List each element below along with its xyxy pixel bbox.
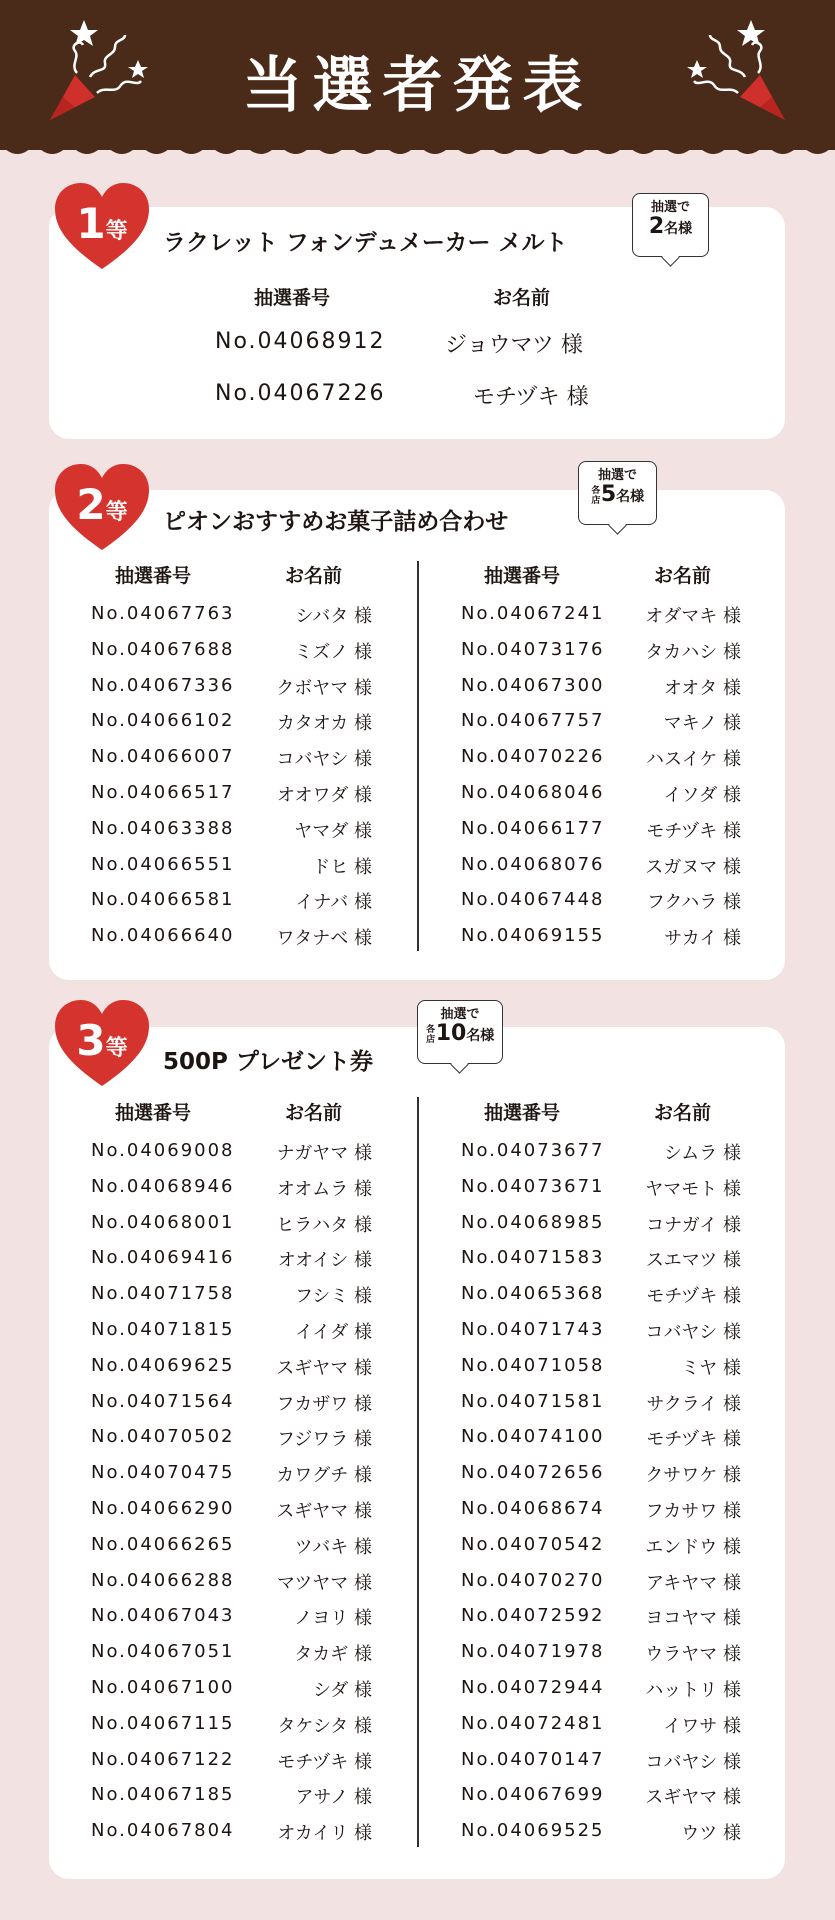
- winner-number: No.04066265: [91, 1533, 235, 1555]
- winner-number: No.04067300: [461, 674, 605, 696]
- winner-number: No.04070226: [461, 746, 605, 768]
- bubble-line1: 抽選で: [440, 1007, 480, 1022]
- winner-name: アキヤマ 様: [645, 1572, 741, 1594]
- prize-3-bubble: [417, 1000, 503, 1064]
- winner-number: No.04071058: [461, 1354, 605, 1376]
- winner-number: No.04071758: [91, 1283, 235, 1305]
- winner-name: フカザワ 様: [276, 1393, 372, 1415]
- bubble-count: 2: [648, 214, 665, 239]
- bubble-line1: 抽選で: [597, 468, 637, 483]
- winner-number: No.04071581: [461, 1390, 605, 1412]
- winner-name: フクハラ 様: [646, 892, 741, 914]
- winner-name: タカハシ 様: [645, 641, 741, 663]
- winner-name: ヤマダ 様: [294, 820, 372, 842]
- winner-number: No.04069416: [91, 1247, 235, 1269]
- winner-number: No.04067051: [91, 1641, 235, 1663]
- winner-name: シムラ 様: [663, 1143, 741, 1164]
- winner-name: シバタ 様: [295, 606, 372, 627]
- winner-number: No.04070147: [461, 1748, 605, 1770]
- winner-number: No.04068001: [91, 1211, 235, 1233]
- winner-name: フジワラ 様: [276, 1429, 372, 1451]
- winner-name: マツヤマ 様: [276, 1572, 372, 1594]
- winner-number: No.04072592: [461, 1605, 605, 1627]
- winner-name: コバヤシ 様: [645, 1322, 741, 1343]
- winner-number: No.04067763: [91, 603, 235, 624]
- bubble-unit: 名様: [664, 221, 693, 237]
- column-header-number: 抽選番号: [254, 287, 331, 309]
- prize-1-bubble: [632, 193, 709, 257]
- winner-name: タカギ 様: [294, 1644, 372, 1666]
- winner-name: オオイシ 様: [277, 1250, 372, 1272]
- winner-number: No.04071564: [91, 1390, 235, 1412]
- winner-name: ミヤ 様: [681, 1357, 741, 1379]
- column-header-number: 抽選番号: [484, 1102, 561, 1124]
- bubble-line1: 抽選で: [650, 200, 690, 215]
- winner-name: サクライ 様: [646, 1393, 741, 1415]
- winner-name: モチヅキ 様: [646, 1286, 741, 1308]
- winner-name: クボヤマ 様: [276, 677, 372, 699]
- winner-name: モチヅキ 様: [473, 385, 589, 410]
- winner-number: No.04073677: [461, 1140, 605, 1161]
- winner-name: コナガイ 様: [646, 1214, 741, 1236]
- prize-1-title: ラクレット フォンデュメーカー メルト: [163, 230, 568, 256]
- prize-1-badge: [53, 181, 151, 273]
- winner-name: ノヨリ 様: [294, 1608, 372, 1630]
- winner-number: No.04069525: [461, 1820, 605, 1842]
- winner-name: カワグチ 様: [276, 1465, 372, 1487]
- winner-number: No.04067336: [91, 674, 235, 696]
- winner-number: No.04069625: [91, 1354, 235, 1376]
- prize-rank: 3: [76, 1016, 106, 1065]
- winner-name: スギヤマ 様: [645, 1787, 741, 1809]
- column-header-name: お名前: [285, 565, 343, 587]
- winner-number: No.04071815: [91, 1319, 235, 1340]
- prize-2-bubble: [578, 461, 657, 525]
- winner-name: コバヤシ 様: [645, 1751, 741, 1773]
- page-title: 当選者発表: [242, 51, 593, 121]
- winner-number: No.04067115: [91, 1712, 235, 1734]
- winner-name: モチヅキ 様: [646, 1429, 741, 1451]
- winner-name: オカイリ 様: [277, 1823, 372, 1845]
- winner-number: No.04066640: [91, 925, 235, 947]
- bubble-unit: 名様: [616, 489, 645, 505]
- prize-2-badge: [53, 462, 151, 554]
- winner-number: No.04066551: [91, 853, 235, 875]
- winner-number: No.04067688: [91, 638, 235, 660]
- column-header-name: お名前: [654, 565, 712, 587]
- winner-name: ツバキ 様: [294, 1536, 372, 1558]
- winner-number: No.04067122: [91, 1748, 235, 1770]
- winner-name: イイダ 様: [295, 1322, 372, 1343]
- winner-number: No.04068046: [461, 782, 605, 803]
- winner-name: ハスイケ 様: [645, 749, 741, 771]
- column-header-number: 抽選番号: [115, 1102, 192, 1124]
- prize-3-badge: [53, 998, 151, 1090]
- winner-number: No.04068946: [91, 1175, 235, 1197]
- winner-name: シダ 様: [312, 1680, 372, 1701]
- winner-number: No.04073176: [461, 638, 605, 660]
- winner-number: No.04072944: [461, 1677, 605, 1698]
- prize-rank: 2: [76, 480, 106, 529]
- winner-name: スガヌマ 様: [645, 856, 741, 878]
- winner-name: カタオカ 様: [276, 713, 372, 735]
- prize-rank-suffix: 等: [105, 500, 128, 525]
- winner-name: オダマキ 様: [645, 606, 741, 627]
- winner-name: イワサ 様: [663, 1715, 741, 1737]
- winner-number: No.04067100: [91, 1677, 235, 1698]
- prize-rank-suffix: 等: [105, 219, 128, 244]
- winner-name: ヤマモト 様: [645, 1178, 741, 1200]
- winner-name: イソダ 様: [663, 785, 741, 806]
- winner-name: サカイ 様: [664, 928, 741, 950]
- winner-name: イナバ 様: [295, 892, 372, 914]
- winner-number: No.04067757: [461, 710, 605, 732]
- winner-number: No.04072481: [461, 1712, 605, 1734]
- winner-number: No.04067226: [215, 381, 386, 406]
- winner-name: エンドウ 様: [645, 1536, 741, 1558]
- bubble-unit: 名様: [466, 1028, 495, 1044]
- prize-2-title: ピオンおすすめお菓子詰め合わせ: [163, 509, 509, 535]
- party-popper-icon: [45, 15, 155, 130]
- winner-name: マキノ 様: [663, 713, 741, 735]
- winner-name: ヒラハタ 様: [276, 1214, 372, 1236]
- header-wave-edge: [0, 138, 835, 162]
- winner-name: ハットリ 様: [645, 1680, 741, 1701]
- winner-name: スギヤマ 様: [276, 1501, 372, 1522]
- column-divider: [417, 561, 419, 951]
- winner-name: モチヅキ 様: [277, 1751, 372, 1773]
- column-header-name: お名前: [285, 1102, 343, 1124]
- winner-number: No.04068985: [461, 1211, 605, 1233]
- winner-number: No.04068076: [461, 853, 605, 875]
- winner-number: No.04070542: [461, 1533, 605, 1555]
- winner-name: スギヤマ 様: [276, 1357, 372, 1379]
- prize-rank-suffix: 等: [105, 1036, 128, 1061]
- party-popper-icon: [680, 15, 790, 130]
- winner-name: ドヒ 様: [312, 856, 372, 878]
- winner-number: No.04066102: [91, 710, 235, 732]
- bubble-each: 各店: [591, 486, 601, 506]
- winner-number: No.04068674: [461, 1498, 605, 1519]
- winner-name: ウツ 様: [681, 1823, 741, 1845]
- winner-number: No.04067185: [91, 1784, 235, 1806]
- winner-number: No.04069155: [461, 925, 605, 947]
- column-header-number: 抽選番号: [115, 565, 192, 587]
- winner-name: ジョウマツ 様: [445, 333, 583, 358]
- winner-number: No.04071978: [461, 1641, 605, 1663]
- winner-name: クサワケ 様: [645, 1465, 741, 1487]
- winner-number: No.04074100: [461, 1426, 605, 1448]
- winner-number: No.04070475: [91, 1462, 235, 1484]
- winner-number: No.04067448: [461, 889, 605, 911]
- winner-number: No.04066581: [91, 889, 235, 911]
- winner-number: No.04073671: [461, 1175, 605, 1197]
- column-header-name: お名前: [493, 287, 551, 309]
- winner-name: ミズノ 様: [294, 641, 372, 663]
- winner-number: No.04066517: [91, 782, 235, 803]
- winner-name: タケシタ 様: [277, 1715, 372, 1737]
- bubble-count: 10: [435, 1021, 467, 1046]
- winner-name: コバヤシ 様: [276, 749, 372, 771]
- winner-number: No.04071583: [461, 1247, 605, 1269]
- winner-number: No.04066288: [91, 1569, 235, 1591]
- winner-number: No.04063388: [91, 817, 235, 839]
- winner-name: フカサワ 様: [645, 1501, 741, 1522]
- winner-number: No.04066007: [91, 746, 235, 768]
- winner-number: No.04067043: [91, 1605, 235, 1627]
- winner-number: No.04069008: [91, 1140, 235, 1161]
- winner-number: No.04066290: [91, 1498, 235, 1519]
- winner-name: フシミ 様: [294, 1286, 372, 1308]
- winner-number: No.04072656: [461, 1462, 605, 1484]
- bubble-count: 5: [600, 482, 617, 507]
- winner-name: アサノ 様: [295, 1787, 372, 1809]
- winner-name: モチヅキ 様: [646, 820, 741, 842]
- winner-number: No.04066177: [461, 817, 605, 839]
- winner-name: スエマツ 様: [645, 1250, 741, 1272]
- winner-number: No.04071743: [461, 1319, 605, 1340]
- winner-name: オオワダ 様: [276, 785, 372, 806]
- winner-number: No.04065368: [461, 1283, 605, 1305]
- column-header-number: 抽選番号: [484, 565, 561, 587]
- winner-name: ヨコヤマ 様: [645, 1608, 741, 1630]
- bubble-each: 各店: [426, 1025, 436, 1045]
- winner-number: No.04070502: [91, 1426, 235, 1448]
- winner-name: ナガヤマ 様: [276, 1143, 372, 1164]
- winner-number: No.04067804: [91, 1820, 235, 1842]
- winner-number: No.04068912: [215, 329, 386, 354]
- winner-number: No.04067241: [461, 603, 605, 624]
- column-header-name: お名前: [654, 1102, 712, 1124]
- winner-name: ウラヤマ 様: [645, 1644, 741, 1666]
- winner-number: No.04070270: [461, 1569, 605, 1591]
- winner-name: オオムラ 様: [276, 1178, 372, 1200]
- winner-name: ワタナベ 様: [276, 928, 372, 950]
- prize-3-title: 500P プレゼント券: [163, 1049, 373, 1075]
- column-divider: [417, 1097, 419, 1847]
- winner-number: No.04067699: [461, 1784, 605, 1806]
- winner-name: オオタ 様: [663, 677, 741, 699]
- prize-rank: 1: [76, 199, 106, 248]
